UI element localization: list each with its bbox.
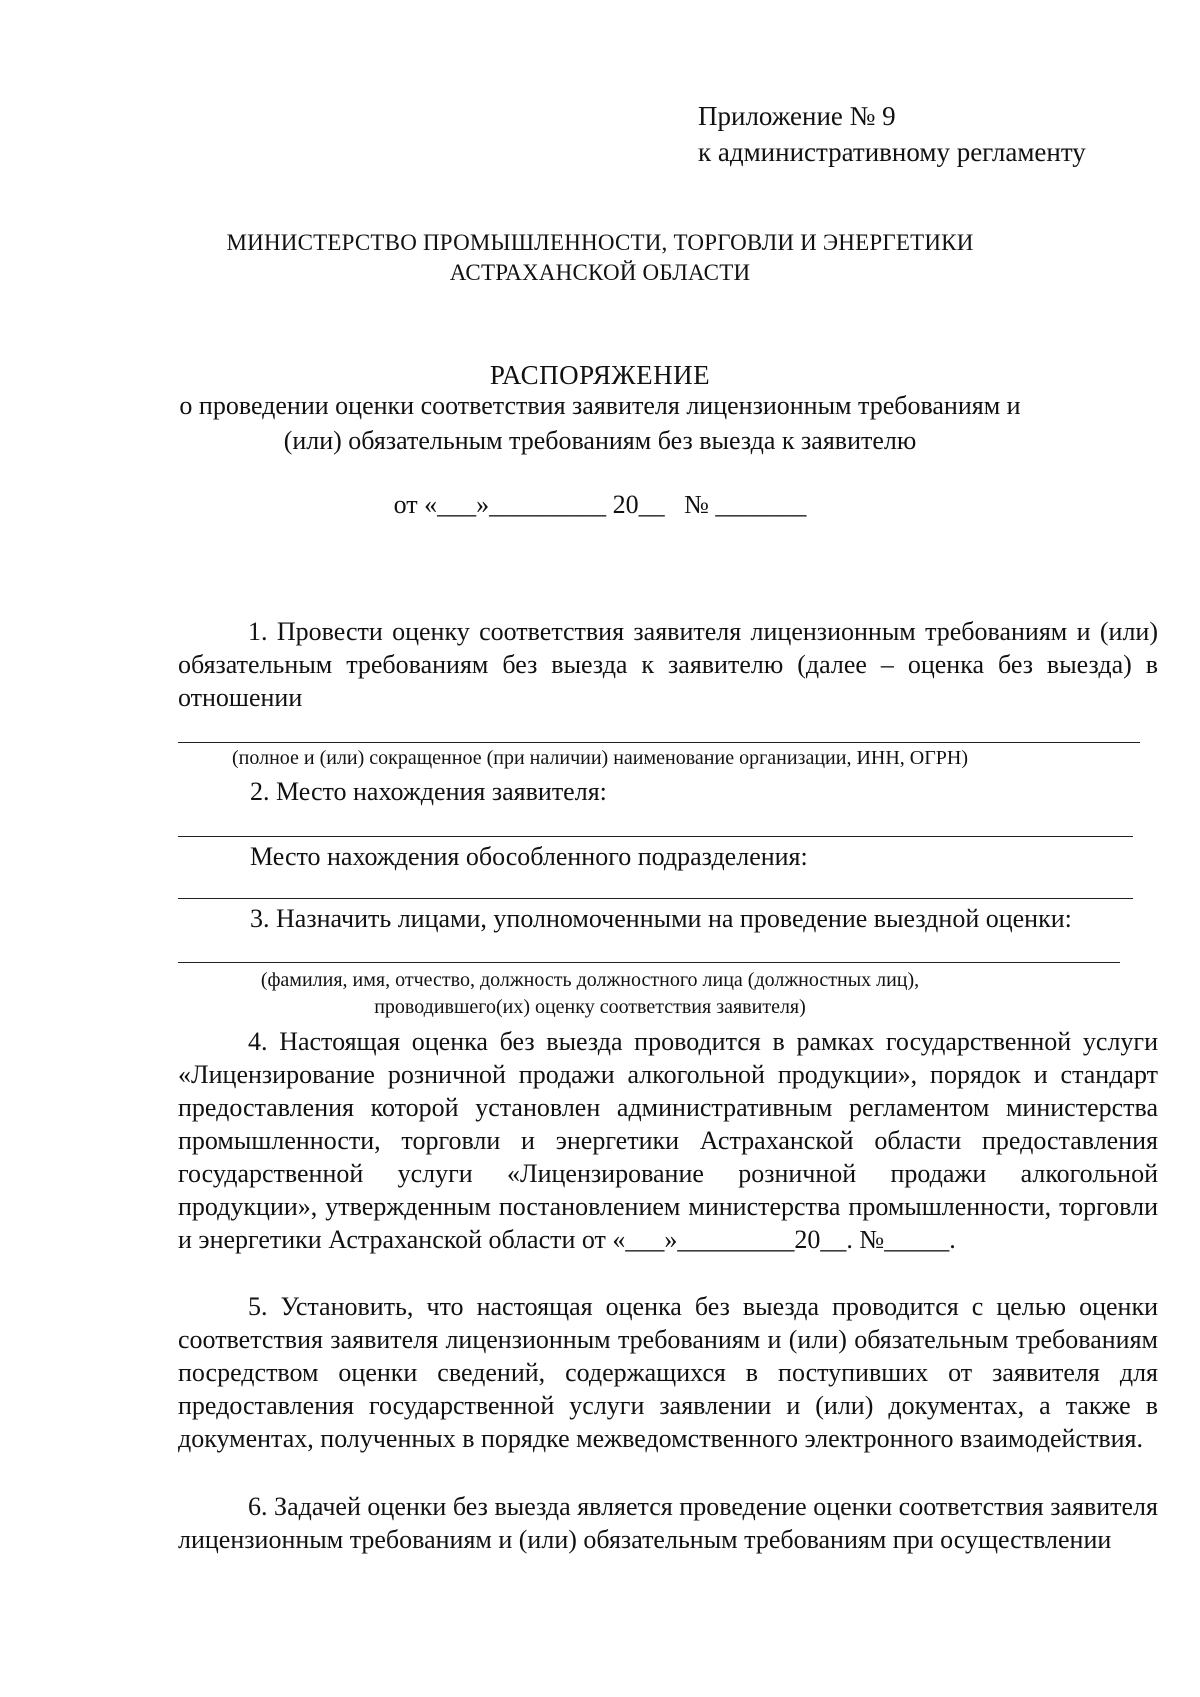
paragraph-4: 4. Настоящая оценка без выезда проводится в рамках государственной услуги «Лицензирование розничной продажи алкогольной продукции», порядок и стандарт предоставления которой установлен административным регламентом министерства промышленности, торговли и энергетики Астраханской области предоставления государственной услуги «Лицензирование розничной продажи алкогольной продукции», утвержденным постановлением министерства промышленности, торговли и энергетики Астраханской области от «___»_________20__. №_____. [178,1027,1158,1254]
paragraph-3: 3. Назначить лицами, уполномоченными на проведение выездной оценки: [250,904,1072,933]
document-subtitle [0,388,1200,458]
branch-address-line [178,898,1133,899]
paragraph-2: 2. Место нахождения заявителя: [250,777,607,806]
authorized-persons-line [178,962,1120,963]
organization-name-note: (полное и (или) сокращенное (при наличии) наименование организации, ИНН, ОГРН) [231,747,968,769]
appendix-reference: к административному регламенту [698,137,1086,167]
organization-name-line [178,742,1140,743]
authorized-persons-note-line1: (фамилия, имя, отчество, должность должностного лица (должностных лиц), [260,969,920,991]
appendix-number: Приложение № 9 [698,101,896,131]
document-date-number: от «___»_________ 20__ № _______ [393,490,807,519]
document-title: РАСПОРЯЖЕНИЕ [489,360,711,390]
document-subtitle-line1: о проведении оценки соответствия заявителя лицензионным требованиям и [179,391,1021,420]
authorized-persons-note-line2: проводившего(их) оценку соответствия заявителя) [374,996,806,1018]
paragraph-1: 1. Провести оценку соответствия заявителя лицензионным требованиям и (или) обязательным требованиям без выезда к заявителю (далее – оценка без выезда) в отношении [178,617,1158,712]
ministry-name [0,228,1200,288]
ministry-name-line1: МИНИСТЕРСТВО ПРОМЫШЛЕННОСТИ, ТОРГОВЛИ И ЭНЕРГЕТИКИ [226,230,974,255]
branch-address-label: Место нахождения обособленного подразделения: [250,842,808,871]
paragraph-6: 6. Задачей оценки без выезда является проведение оценки соответствия заявителя лицензионным требованиям и (или) обязательным требованиям при осуществлении [178,1492,1158,1554]
applicant-address-line [178,836,1133,837]
authorized-persons-note [0,967,1180,1021]
ministry-name-line2: АСТРАХАНСКОЙ ОБЛАСТИ [449,260,751,285]
paragraph-5: 5. Установить, что настоящая оценка без выезда проводится с целью оценки соответствия заявителя лицензионным требованиям и (или) обязательным требованиям посредством оценки сведений, содержащихся в поступивших от заявителя для предоставления государственной услуги заявлении и (или) документах, а также в документах, полученных в порядке межведомственного электронного взаимодействия. [178,1292,1158,1453]
appendix-header [698,98,1086,170]
document-subtitle-line2: (или) обязательным требованиям без выезда к заявителю [283,426,917,455]
